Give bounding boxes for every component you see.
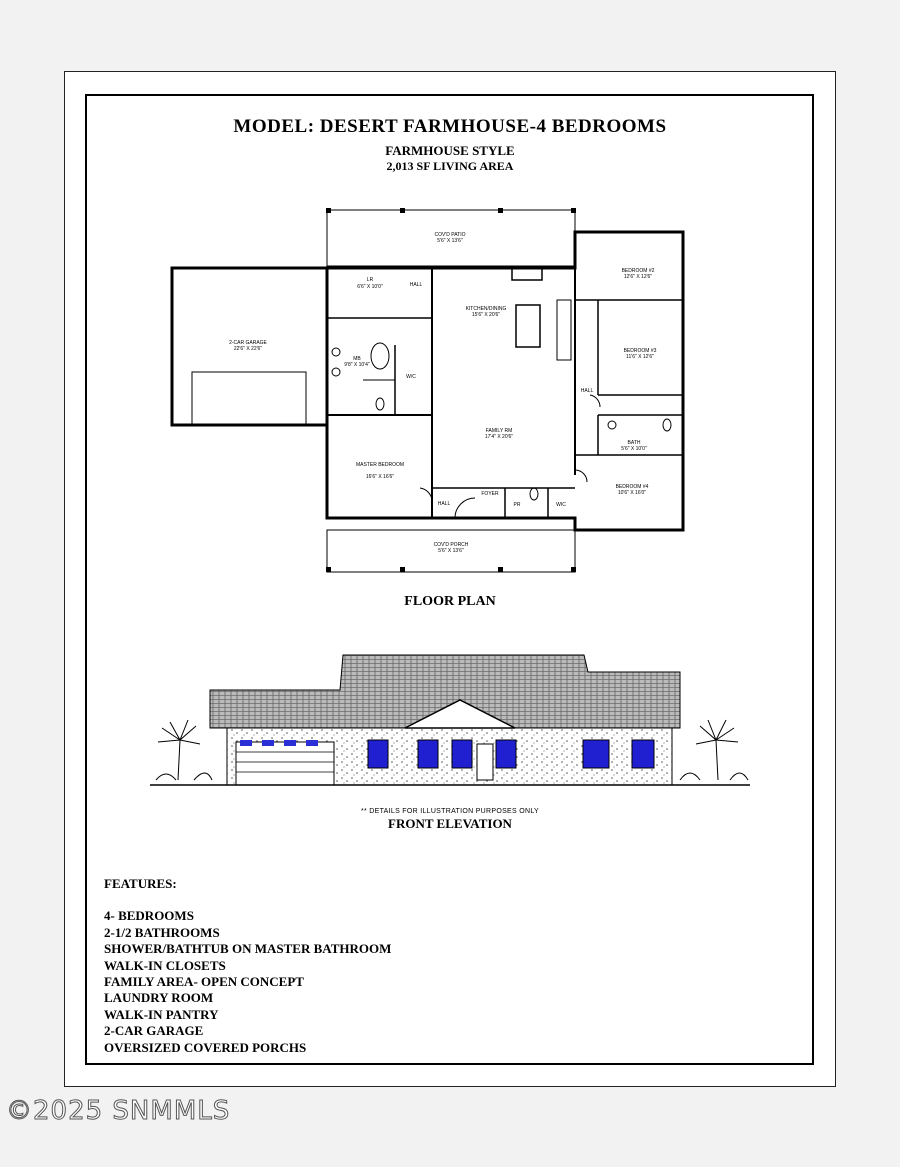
- room-dim-bath: 5'6" X 10'0": [621, 446, 647, 452]
- room-dim-mb: 9'8" X 10'4": [344, 362, 370, 368]
- room-dim-master: 16'6" X 16'6": [365, 474, 395, 480]
- room-dim-porch: 5'6" X 13'6": [438, 548, 464, 554]
- room-label-patio: COV'D PATIO: [434, 232, 466, 238]
- living-area: 2,013 SF LIVING AREA: [386, 159, 514, 173]
- floor-plan-drawing: [0, 200, 900, 590]
- room-label-garage: 2-CAR GARAGE: [229, 340, 267, 346]
- room-label-bedroom-2: BEDROOM #2: [621, 268, 655, 274]
- room-label-family: FAMILY RM: [485, 428, 513, 434]
- room-label-hall-right: HALL: [580, 388, 594, 394]
- feature-item: WALK-IN PANTRY: [104, 1006, 219, 1022]
- room-label-bedroom-4: BEDROOM #4: [615, 484, 649, 490]
- room-label-kitchen: KITCHEN/DINING: [465, 306, 507, 312]
- room-label-wic: W/C: [406, 374, 416, 380]
- room-label-hall-bottom: HALL: [437, 501, 451, 507]
- room-dim-family: 17'4" X 20'6": [484, 434, 514, 440]
- room-label-powder: PR: [513, 502, 521, 508]
- illustration-note: ** DETAILS FOR ILLUSTRATION PURPOSES ONLY: [360, 808, 539, 815]
- room-dim-garage: 22'6" X 22'6": [233, 346, 263, 352]
- room-label-porch: COV'D PORCH: [433, 542, 469, 548]
- model-title: MODEL: DESERT FARMHOUSE-4 BEDROOMS: [233, 116, 667, 137]
- room-label-bath: BATH: [627, 440, 641, 446]
- room-label-foyer: FOYER: [481, 491, 499, 497]
- room-label-hall-top: HALL: [409, 282, 423, 288]
- room-dim-kitchen: 15'6" X 20'6": [471, 312, 501, 318]
- floor-plan-label: FLOOR PLAN: [404, 594, 496, 609]
- room-label-wic-2: WIC: [556, 502, 566, 508]
- feature-item: 2-1/2 BATHROOMS: [104, 924, 220, 940]
- room-dim-bedroom-3: 11'6" X 12'6": [626, 354, 654, 360]
- feature-item: FAMILY AREA- OPEN CONCEPT: [104, 974, 304, 990]
- feature-item: WALK-IN CLOSETS: [104, 957, 226, 973]
- feature-item: 2-CAR GARAGE: [104, 1023, 204, 1039]
- style-subtitle: FARMHOUSE STYLE: [385, 143, 515, 158]
- features-list: [104, 876, 391, 1056]
- room-dim-laundry: 6'6" X 10'0": [357, 284, 383, 290]
- feature-item: SHOWER/BATHTUB ON MASTER BATHROOM: [104, 941, 392, 957]
- room-dim-bedroom-2: 12'6" X 12'6": [623, 274, 653, 280]
- room-label-laundry: LR: [366, 277, 374, 283]
- room-dim-bedroom-4: 10'6" X 16'0": [617, 490, 647, 496]
- room-label-bedroom-3: BEDROOM #3: [623, 348, 657, 354]
- room-label-master: MASTER BEDROOM: [355, 462, 405, 468]
- feature-item: LAUNDRY ROOM: [104, 990, 214, 1006]
- feature-item: 4- BEDROOMS: [104, 908, 194, 924]
- room-dim-patio: 5'6" X 13'6": [437, 238, 463, 244]
- feature-item: OVERSIZED COVERED PORCHS: [104, 1039, 307, 1055]
- copyright-watermark: ©2025 SNMMLS: [6, 1096, 231, 1126]
- features-heading: FEATURES:: [104, 876, 177, 891]
- front-elevation-label: FRONT ELEVATION: [388, 816, 512, 831]
- front-elevation-drawing: [0, 640, 900, 800]
- room-label-mb: MB: [353, 356, 361, 362]
